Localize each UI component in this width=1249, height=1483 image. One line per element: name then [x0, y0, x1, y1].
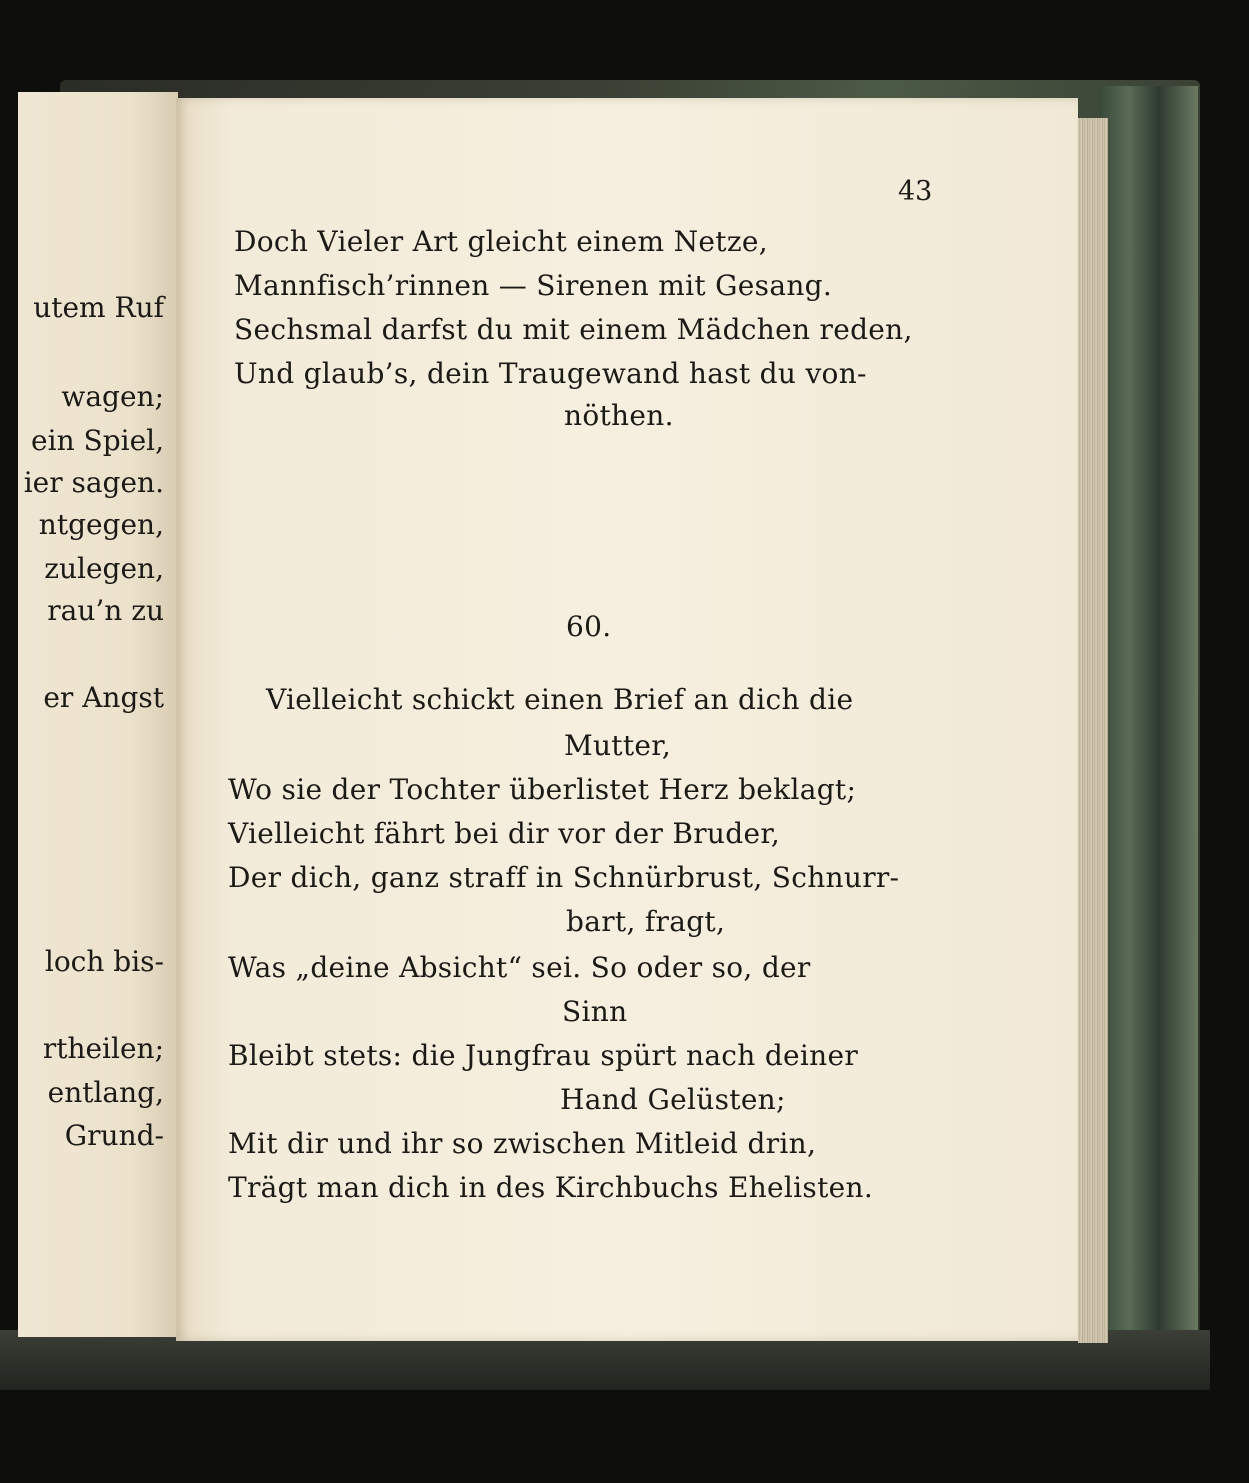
verse-line: Mannfisch’rinnen — Sirenen mit Gesang.	[234, 269, 833, 302]
left-line: Grund-	[64, 1119, 164, 1152]
verse-line: nöthen.	[564, 399, 674, 432]
verse-line: Doch Vieler Art gleicht einem Netze,	[234, 225, 768, 258]
verse-line: Wo sie der Tochter überlistet Herz beklagt;	[228, 773, 857, 806]
left-line: ier sagen.	[23, 466, 164, 499]
left-line: loch bis-	[44, 945, 164, 978]
verse-line: Mit dir und ihr so zwischen Mitleid drin,	[228, 1127, 817, 1160]
verse-line: bart, fragt,	[566, 905, 726, 938]
verse-line: Bleibt stets: die Jungfrau spürt nach deiner	[228, 1039, 859, 1072]
verse-line: Mutter,	[564, 729, 672, 762]
left-line: rau’n zu	[47, 594, 164, 627]
verse-line: Vielleicht fährt bei dir vor der Bruder,	[228, 817, 781, 850]
left-line: utem Ruf	[33, 291, 164, 324]
verse-line: Was „deine Absicht“ sei. So oder so, der	[228, 951, 811, 984]
left-line: entlang,	[47, 1076, 164, 1109]
book-cover-edge	[1100, 86, 1198, 1366]
verse-line: Sinn	[562, 995, 628, 1028]
left-line: rtheilen;	[42, 1032, 164, 1065]
left-line: wagen;	[61, 380, 164, 413]
verse-line: Hand Gelüsten;	[560, 1083, 786, 1116]
left-page	[18, 92, 178, 1337]
verse-line: Vielleicht schickt einen Brief an dich die	[266, 683, 854, 716]
left-line: ntgegen,	[38, 508, 164, 541]
page-number: 43	[898, 176, 933, 207]
right-page	[176, 98, 1078, 1341]
verse-line: Der dich, ganz straff in Schnürbrust, Schnurr-	[228, 861, 900, 894]
verse-line: Und glaub’s, dein Traugewand hast du von-	[234, 357, 867, 390]
section-number: 60.	[566, 610, 612, 643]
page-edges	[1078, 118, 1108, 1343]
left-line: zulegen,	[44, 552, 164, 585]
verse-line: Trägt man dich in des Kirchbuchs Ehelisten.	[228, 1171, 874, 1204]
left-line: er Angst	[43, 681, 164, 714]
verse-line: Sechsmal darfst du mit einem Mädchen reden,	[234, 313, 913, 346]
left-line: ein Spiel,	[31, 424, 164, 457]
